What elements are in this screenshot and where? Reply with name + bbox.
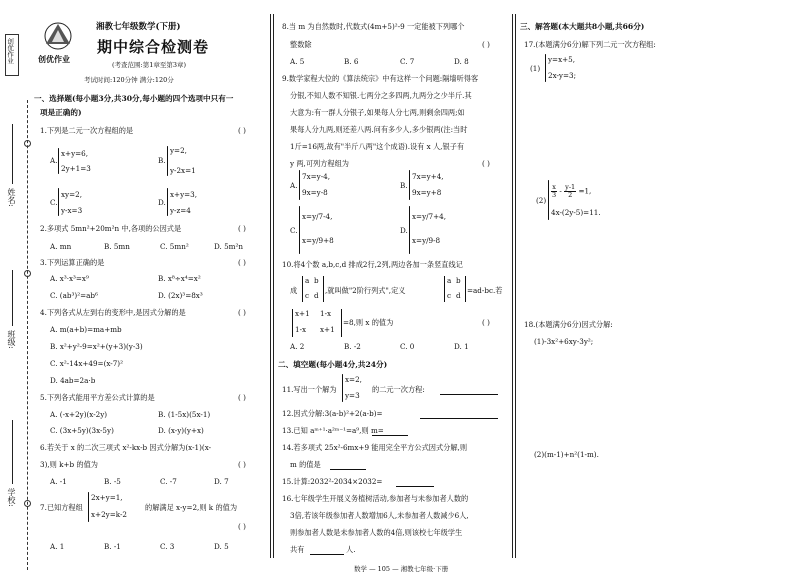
q9-option-b-brace <box>409 170 410 200</box>
q8-option-b: B. 6 <box>344 57 359 66</box>
q16-tail: 人. <box>346 545 356 554</box>
q9-option-d-eq2: x=y/9-8 <box>412 236 441 245</box>
q6-line2: 3),则 k+b 的值为 <box>40 460 98 469</box>
q17-part2-eq1: $\frac{x}{3}$ - $\frac{y-1}{2}$ =1, <box>552 183 592 199</box>
q10-given-d: x+1 <box>320 325 335 334</box>
q1-option-c-eq1: xy=2, <box>61 190 82 199</box>
page-footer: 数学 — 105 — 湘教七年级·下册 <box>354 565 449 573</box>
q9-option-c-brace <box>299 206 300 254</box>
q1-option-b-eq1: y=2, <box>170 146 187 155</box>
q9-option-a-eq1: 7x=y-4, <box>302 172 330 181</box>
q11-pre: 11.写出一个解为 <box>282 385 337 394</box>
q10-def-d: d <box>456 291 461 300</box>
q16-line2: 3倍,若该年级参加者人数增加6人,未参加者人数减少6人, <box>290 511 469 520</box>
q16-line3: 则参加者人数是未参加者人数的4倍,则该校七年级学生 <box>290 528 463 537</box>
q10-given-a: x+1 <box>295 309 310 318</box>
q11-post: 的二元一次方程: <box>372 385 425 394</box>
q17-part2-frac2: $\frac{y-1}{2}$ <box>565 183 576 199</box>
q9-answer-paren[interactable]: ( ) <box>482 159 490 168</box>
q17-part2-eq2: 4x-(2y-5)=11. <box>551 208 601 217</box>
q15-answer-blank[interactable] <box>396 485 434 487</box>
q11-system-brace <box>342 374 343 402</box>
q17-part2-answer-area[interactable] <box>520 228 776 312</box>
q14-line1: 14.若多项式 25x²-6mx+9 能用完全平方公式因式分解,则 <box>282 443 468 452</box>
q11-system-eq2: y=3 <box>345 391 360 400</box>
q10-answer-paren[interactable]: ( ) <box>482 318 490 327</box>
q14-answer-blank[interactable] <box>330 468 366 470</box>
q10-def-b: b <box>456 276 461 285</box>
name-line[interactable] <box>12 124 13 184</box>
q7-system-eq2: x+2y=k-2 <box>91 510 127 519</box>
q1-option-b-eq2: y-2x=1 <box>170 166 196 175</box>
column-divider <box>515 14 516 558</box>
q10-line1: 10.将4个数 a,b,c,d 排成2行,2列,两边各加一条竖直线记 <box>282 260 463 269</box>
q3-stem: 3.下列运算正确的是 <box>40 258 105 267</box>
page-title: 期中综合检测卷 <box>97 38 210 56</box>
q2-option-b: B. 5mn <box>104 242 130 251</box>
q10-det-b: b <box>314 276 319 285</box>
q4-option-a: A. m(a+b)=ma+mb <box>50 325 122 334</box>
q2-option-d: D. 5m²n <box>214 242 243 251</box>
q11-answer-blank[interactable] <box>440 393 498 395</box>
q10-line2-b: ,就叫做"2阶行列式",定义 <box>325 286 406 295</box>
q4-stem: 4.下列各式从左到右的变形中,是因式分解的是 <box>40 308 186 317</box>
q7-option-d: D. 5 <box>214 542 229 551</box>
scope-text: (考查范围:第1章至第3章) <box>112 61 187 69</box>
exam-meta: 考试时间:120分钟 满分:120分 <box>84 76 174 84</box>
q1-option-d-eq2: y-z=4 <box>170 206 191 215</box>
q5-answer-paren[interactable]: ( ) <box>238 393 246 402</box>
q1-option-b-brace <box>167 146 168 176</box>
q7-post: 的解满足 x-y=2,则 k 的值为 <box>145 503 238 512</box>
q5-option-a: A. (-x+2y)(x-2y) <box>50 410 108 419</box>
q11-system-eq1: x=2, <box>345 375 362 384</box>
q7-answer-paren[interactable]: ( ) <box>238 522 246 531</box>
q4-answer-paren[interactable]: ( ) <box>238 308 246 317</box>
q9-option-a-brace <box>299 170 300 200</box>
section-1-heading: 一、选择题(每小题3分,共30分,每小题的四个选项中只有一 <box>34 94 234 103</box>
logo-text: 创优作业 <box>38 54 70 64</box>
q8-option-a: A. 5 <box>290 57 305 66</box>
q1-option-c-label: C. <box>50 198 58 207</box>
q5-option-d: D. (x-y)(y+x) <box>158 426 204 435</box>
q9-line1: 9.数学家程大位的《算法统宗》中有这样一个问题:隔墙听得客 <box>282 74 479 83</box>
q16-line1: 16.七年级学生开展义务植树活动,参加者与未参加者人数的 <box>282 494 469 503</box>
q9-option-a-label: A. <box>290 181 298 190</box>
q1-stem: 1.下列是二元一次方程组的是 <box>40 126 134 135</box>
q1-option-a-eq2: 2y+1=3 <box>61 164 91 173</box>
q2-option-a: A. mn <box>50 242 72 251</box>
q17-part2-brace <box>548 180 549 220</box>
q5-option-b: B. (1-5x)(5x-1) <box>158 410 211 419</box>
tag-label: 创优作业 <box>6 38 15 64</box>
q17-part2-label: (2) <box>536 196 547 205</box>
q16-answer-blank[interactable] <box>310 553 344 555</box>
q17-part2-frac1: $\frac{x}{3}$ <box>552 183 557 199</box>
q17-part1-label: (1) <box>530 64 541 73</box>
q10-det-c: c <box>305 291 310 300</box>
q10-def-c: c <box>447 291 452 300</box>
q1-option-d-eq1: x+y=3, <box>170 190 198 199</box>
q1-option-b-label: B. <box>158 156 166 165</box>
q4-option-c: C. x²-14x+49=(x-7)² <box>50 359 123 368</box>
name-field-label: 姓名: <box>7 188 16 207</box>
q17-part1-brace <box>545 54 546 82</box>
q18-answer-area[interactable] <box>520 350 776 446</box>
q3-option-b: B. x⁸÷x⁴=x² <box>158 274 201 283</box>
q6-option-a: A. -1 <box>50 477 67 486</box>
q8-option-c: C. 7 <box>400 57 415 66</box>
q2-stem: 2.多项式 5mn²+20m²n 中,各项的公因式是 <box>40 224 182 233</box>
column-divider <box>273 14 274 558</box>
q2-option-c: C. 5mn² <box>160 242 189 251</box>
q9-line3: 大意为:有一群人分银子,如果每人分七两,则剩余四两;如 <box>290 108 465 117</box>
q4-option-b: B. x²+y²-9=x²+(y+3)(y-3) <box>50 342 143 351</box>
q9-line6: y 两,可列方程组为 <box>290 159 349 168</box>
q1-option-a-brace <box>58 148 59 174</box>
q10-option-d: D. 1 <box>454 342 469 351</box>
binding-hole <box>24 500 31 507</box>
q18-part1: (1)-3x²+6xy-3y²; <box>534 337 594 346</box>
q10-det-a: a <box>305 276 310 285</box>
q12-answer-blank[interactable] <box>420 417 498 419</box>
q13-stem: 13.已知 aᵐ⁺¹·a²ᵐ⁻¹=a⁹,则 m= <box>282 426 384 435</box>
q9-option-d-brace <box>409 206 410 254</box>
q5-option-c: C. (3x+5y)(3x-5y) <box>50 426 114 435</box>
q1-option-d-label: D. <box>158 198 166 207</box>
q1-option-c-eq2: y-x=3 <box>61 206 83 215</box>
q6-answer-paren[interactable]: ( ) <box>238 460 246 469</box>
q9-option-d-label: D. <box>400 226 408 235</box>
q9-option-b-eq2: 9x=y+8 <box>412 188 442 197</box>
q17-part1-eq1: y=x+5, <box>548 55 576 64</box>
q10-option-a: A. 2 <box>290 342 305 351</box>
q3-option-a: A. x³·x³=x⁹ <box>50 274 89 283</box>
q9-option-a-eq2: 9x=y-8 <box>302 188 328 197</box>
binding-hole <box>24 140 31 147</box>
q10-line2-a: 成 <box>290 286 298 295</box>
q17-stem: 17.(本题满分6分)解下列二元一次方程组: <box>524 40 656 49</box>
school-field-label: 学校: <box>7 488 16 507</box>
q10-line2-c: =ad-bc.若 <box>467 286 503 295</box>
q10-option-c: C. 0 <box>400 342 415 351</box>
q17-part1-eq2: 2x-y=3; <box>548 71 577 80</box>
q8-option-d: D. 8 <box>454 57 469 66</box>
q8-line2: 整数除 <box>290 40 312 49</box>
q7-option-a: A. 1 <box>50 542 65 551</box>
q3-option-c: C. (ab³)²=ab⁶ <box>50 291 98 300</box>
q7-option-c: C. 3 <box>160 542 175 551</box>
q7-system-eq1: 2x+y=1, <box>91 493 123 502</box>
section-3-heading: 三、解答题(本大题共8小题,共66分) <box>520 22 645 31</box>
q18-stem: 18.(本题满分6分)因式分解: <box>524 320 613 329</box>
q1-answer-paren[interactable]: ( ) <box>238 126 246 135</box>
q2-answer-paren[interactable]: ( ) <box>238 224 246 233</box>
q8-line1: 8.当 m 为自然数时,代数式(4m+5)²-9 一定能被下列哪个 <box>282 22 465 31</box>
q10-line3: =8,则 x 的值为 <box>343 318 394 327</box>
q4-option-d: D. 4ab=2a·b <box>50 376 96 385</box>
q9-option-b-eq1: 7x=y+4, <box>412 172 444 181</box>
q16-line4: 共有 <box>290 545 305 554</box>
q9-option-c-eq1: x=y/7-4, <box>302 212 333 221</box>
q10-det-d: d <box>314 291 319 300</box>
q6-option-b: B. -5 <box>104 477 121 486</box>
q9-line2: 分银,不知人数不知银.七两分之多四两,九两分之少半斤.其 <box>290 91 472 100</box>
q10-given-c: 1-x <box>295 325 307 334</box>
q9-option-b-label: B. <box>400 181 408 190</box>
q6-option-d: D. 7 <box>214 477 229 486</box>
q9-option-c-label: C. <box>290 226 298 235</box>
q3-option-d: D. (2x)³=8x³ <box>158 291 203 300</box>
q6-option-c: C. -7 <box>160 477 177 486</box>
q5-stem: 5.下列各式能用平方差公式计算的是 <box>40 393 155 402</box>
class-line[interactable] <box>12 270 13 326</box>
q1-option-c-brace <box>58 188 59 216</box>
q10-def-a: a <box>447 276 452 285</box>
series-title: 湘教七年级数学(下册) <box>96 22 181 32</box>
q15-stem: 15.计算:2032²-2034×2032= <box>282 477 383 486</box>
q1-option-a-label: A. <box>50 156 58 165</box>
q1-option-d-brace <box>167 188 168 216</box>
q7-system-brace <box>88 492 89 522</box>
column-divider <box>270 14 271 558</box>
q9-line5: 1斤=16两,故有"半斤八两"这个成语).设有 x 人,银子有 <box>290 142 465 151</box>
class-field-label: 班级: <box>7 330 16 349</box>
q9-option-d-eq1: x=y/7+4, <box>412 212 447 221</box>
binding-hole <box>24 270 31 277</box>
section-2-heading: 二、填空题(每小题4分,共24分) <box>278 360 388 369</box>
q7-pre: 7.已知方程组 <box>40 503 83 512</box>
q13-answer-blank[interactable] <box>372 434 408 436</box>
q1-option-a-eq1: x+y=6, <box>61 149 89 158</box>
q9-line4: 果每人分九两,则还差八两.问有多少人,多少银两(注:当时 <box>290 125 468 134</box>
q6-line1: 6.若关于 x 的二次三项式 x²-kx-b 因式分解为(x-1)(x- <box>40 443 212 452</box>
q12-stem: 12.因式分解:3(a-b)²+2(a-b)= <box>282 409 383 418</box>
q7-option-b: B. -1 <box>104 542 121 551</box>
school-line[interactable] <box>12 420 13 484</box>
q10-option-b: B. -2 <box>344 342 361 351</box>
q14-line2: m 的值是 <box>290 460 321 469</box>
section-1-heading-2: 项是正确的) <box>40 108 82 117</box>
q18-part2: (2)(m-1)+n²(1-m). <box>534 450 599 459</box>
q9-option-c-eq2: x=y/9+8 <box>302 236 334 245</box>
q8-answer-paren[interactable]: ( ) <box>482 40 490 49</box>
column-divider <box>512 14 513 558</box>
q3-answer-paren[interactable]: ( ) <box>238 258 246 267</box>
q10-given-b: 1-x <box>320 309 332 318</box>
